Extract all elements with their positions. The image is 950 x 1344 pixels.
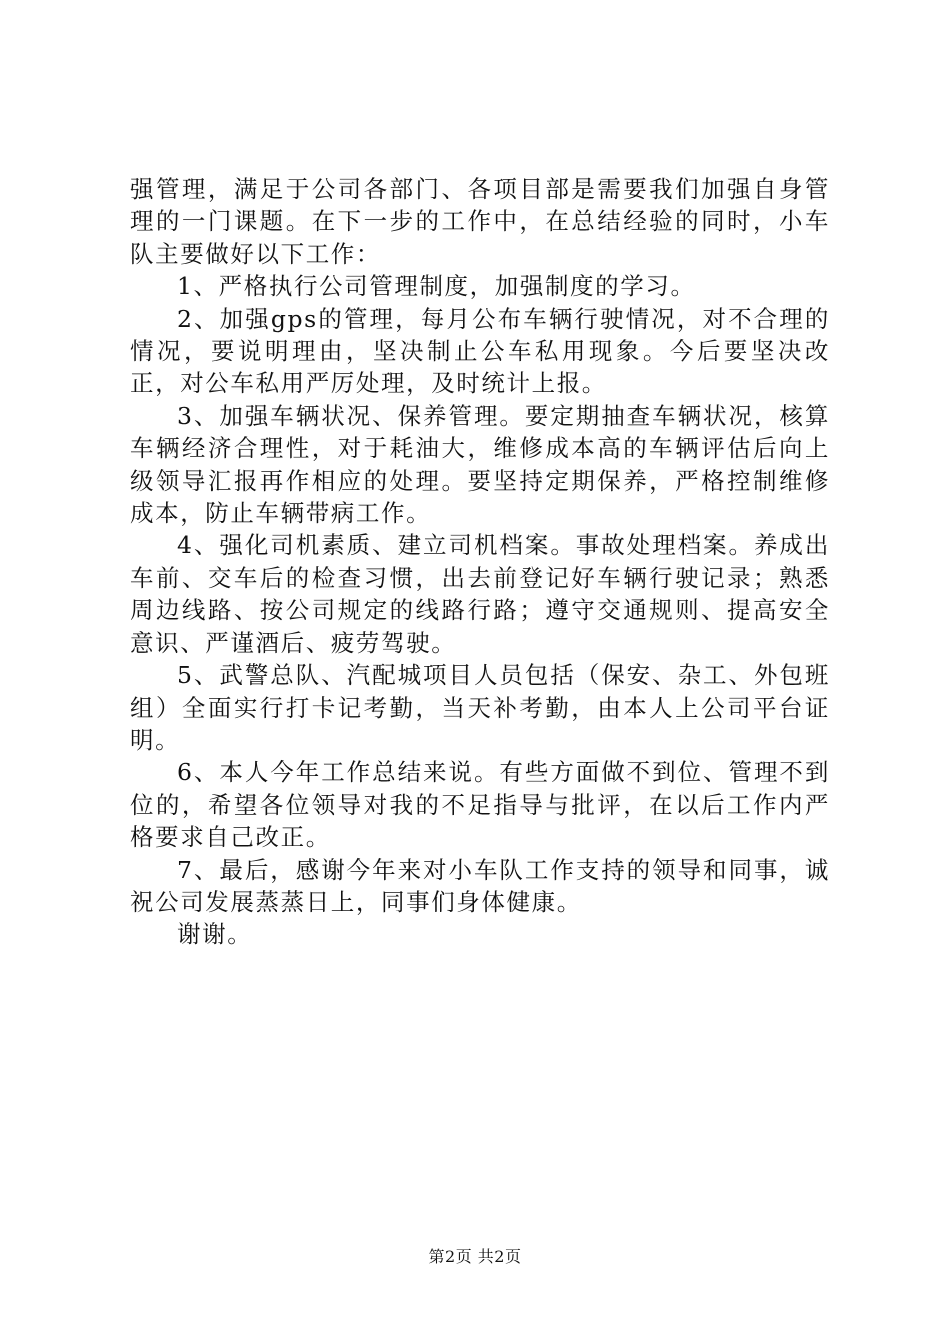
document-body xyxy=(130,173,830,951)
paragraph-item-1: 1、严格执行公司管理制度，加强制度的学习。 xyxy=(177,272,696,301)
paragraph-item-6: 6、本人今年工作总结来说。有些方面做不到位、管理不到位的，希望各位领导对我的不足指导与批评，在以后工作内严格要求自己改正。 xyxy=(130,758,830,852)
paragraph-closing: 谢谢。 xyxy=(177,920,253,949)
paragraph-item-5: 5、武警总队、汽配城项目人员包括（保安、杂工、外包班组）全面实行打卡记考勤，当天补考勤，由本人上公司平台证明。 xyxy=(130,661,830,754)
page-number-label: 第2页 共2页 xyxy=(428,1247,522,1266)
page-footer xyxy=(0,1244,950,1267)
paragraph-item-4: 4、强化司机素质、建立司机档案。事故处理档案。养成出车前、交车后的检查习惯，出去前登记好车辆行驶记录；熟悉周边线路、按公司规定的线路行路；遵守交通规则、提高安全意识、严谨酒后、疲劳驾驶。 xyxy=(130,531,830,657)
paragraph-item-3: 3、加强车辆状况、保养管理。要定期抽查车辆状况，核算车辆经济合理性，对于耗油大，维修成本高的车辆评估后向上级领导汇报再作相应的处理。要坚持定期保养，严格控制维修成本，防止车辆带病工作。 xyxy=(130,401,830,528)
paragraph-item-2: 2、加强gps的管理，每月公布车辆行驶情况，对不合理的情况，要说明理由，坚决制止公车私用现象。今后要坚决改正，对公车私用严厉处理，及时统计上报。 xyxy=(130,304,830,398)
paragraph-item-7: 7、最后，感谢今年来对小车队工作支持的领导和同事，诚祝公司发展蒸蒸日上，同事们身体健康。 xyxy=(130,855,830,916)
paragraph-continuation: 强管理，满足于公司各部门、各项目部是需要我们加强自身管理的一门课题。在下一步的工作中，在总结经验的同时，小车队主要做好以下工作： xyxy=(130,175,830,268)
